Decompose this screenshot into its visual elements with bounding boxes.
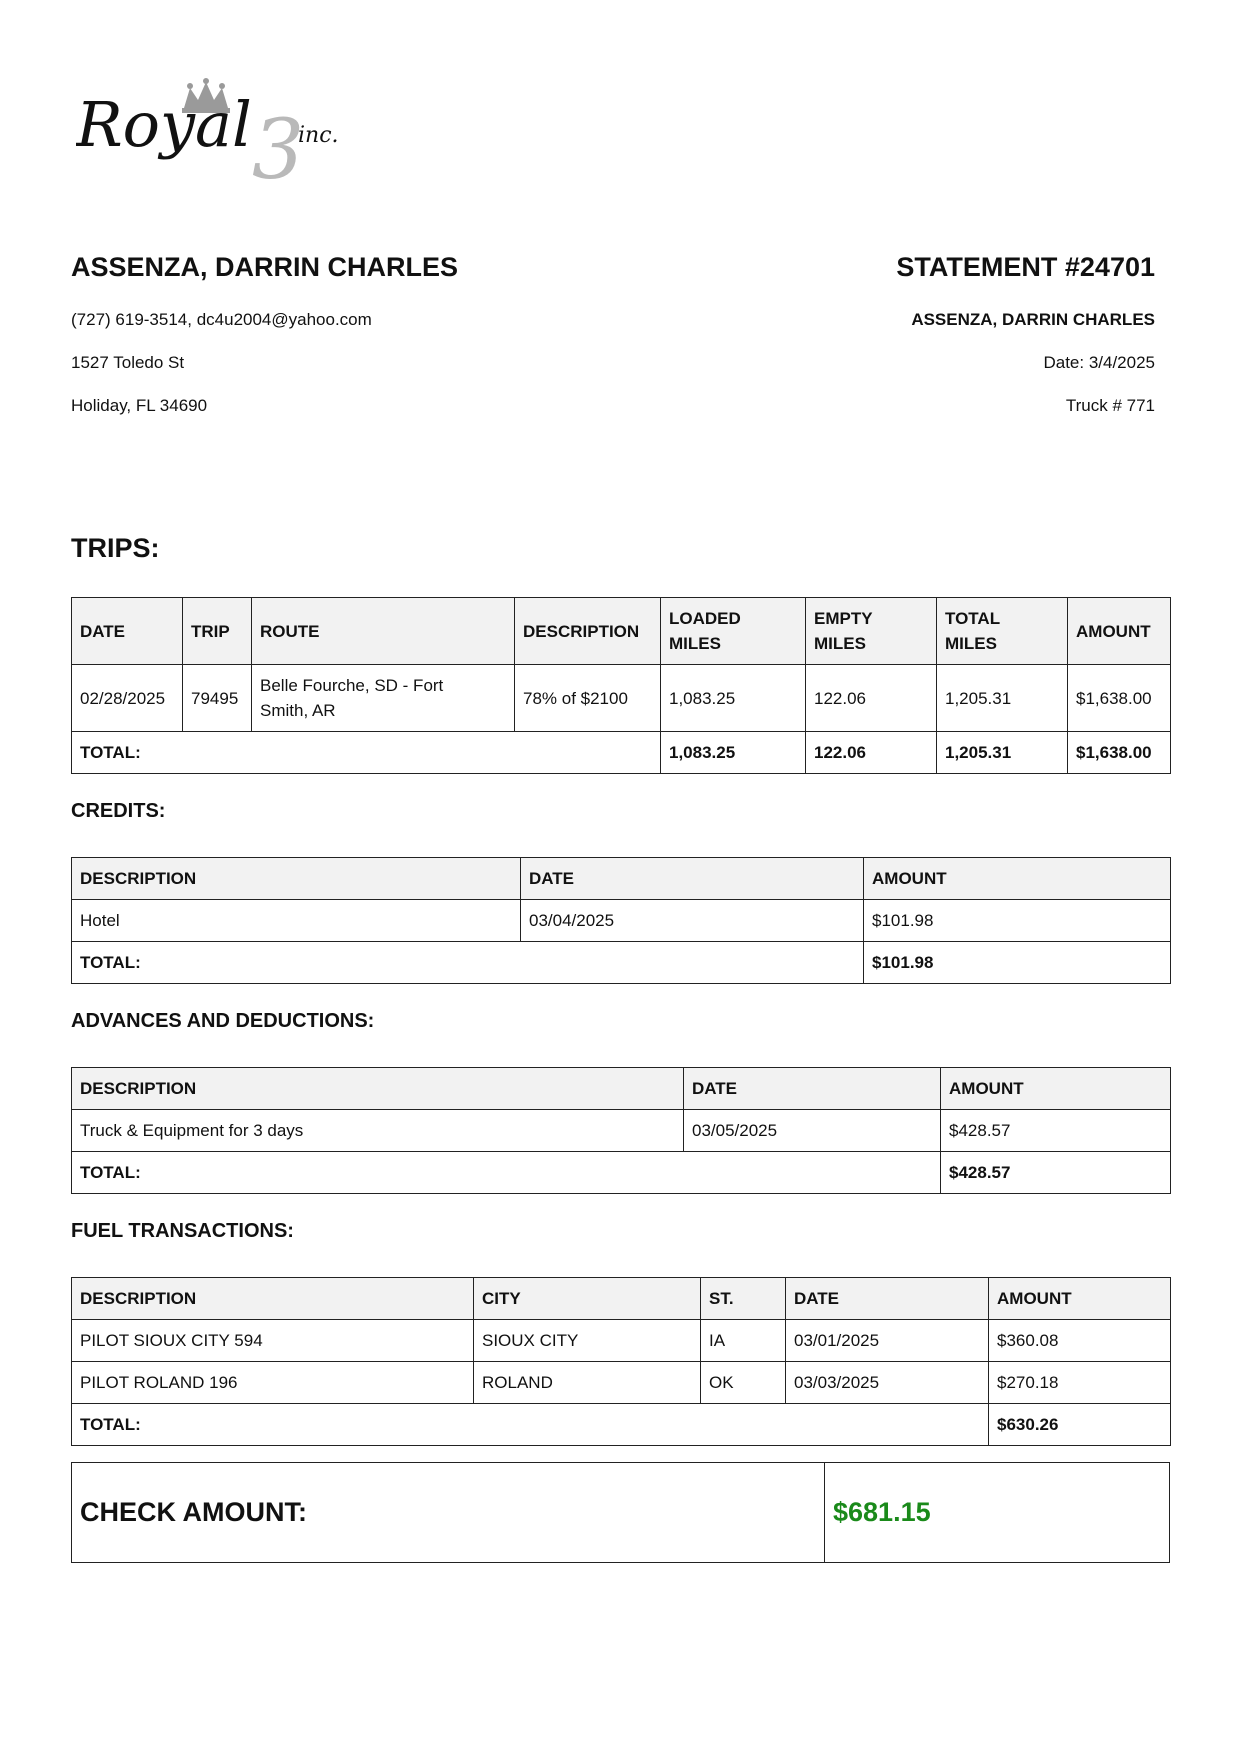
statement-info xyxy=(595,250,1155,415)
col-description: DESCRIPTION xyxy=(72,1278,474,1320)
advances-total-row xyxy=(72,1152,1171,1194)
col-amount: AMOUNT xyxy=(989,1278,1171,1320)
driver-name: ASSENZA, DARRIN CHARLES xyxy=(71,252,459,282)
fuel-city: ROLAND xyxy=(474,1362,701,1404)
trip-description: 78% of $2100 xyxy=(515,665,661,732)
fuel-table xyxy=(71,1277,1171,1446)
col-description: DESCRIPTION xyxy=(515,598,661,665)
col-route: ROUTE xyxy=(252,598,515,665)
total-label: TOTAL: xyxy=(72,1404,989,1446)
driver-info xyxy=(71,250,631,415)
logo-suffix: inc. xyxy=(298,123,339,148)
table-row xyxy=(72,1110,1171,1152)
trip-route: Belle Fourche, SD - Fort Smith, AR xyxy=(252,665,515,732)
col-date: DATE xyxy=(521,858,864,900)
credit-description: Hotel xyxy=(72,900,521,942)
col-date: DATE xyxy=(786,1278,989,1320)
col-amount: AMOUNT xyxy=(941,1068,1171,1110)
driver-contact: (727) 619-3514, dc4u2004@yahoo.com xyxy=(71,310,372,329)
table-row xyxy=(72,900,1171,942)
fuel-description: PILOT ROLAND 196 xyxy=(72,1362,474,1404)
credit-date: 03/04/2025 xyxy=(521,900,864,942)
check-amount-value: $681.15 xyxy=(833,1497,931,1527)
trips-total-row xyxy=(72,732,1171,774)
trips-title: TRIPS: xyxy=(71,533,160,563)
company-logo xyxy=(76,78,396,190)
col-amount: AMOUNT xyxy=(864,858,1171,900)
col-description: DESCRIPTION xyxy=(72,858,521,900)
credits-table xyxy=(71,857,1171,984)
col-empty-miles: EMPTY MILES xyxy=(806,598,937,665)
col-date: DATE xyxy=(72,598,183,665)
logo-brand-text: Royal xyxy=(76,88,252,161)
trips-table xyxy=(71,597,1171,774)
trip-loaded-miles: 1,083.25 xyxy=(661,665,806,732)
driver-address-line1: 1527 Toledo St xyxy=(71,353,185,372)
total-loaded: 1,083.25 xyxy=(661,732,806,774)
total-label: TOTAL: xyxy=(72,1152,941,1194)
col-total-miles: TOTAL MILES xyxy=(937,598,1068,665)
fuel-state: OK xyxy=(701,1362,786,1404)
col-state: ST. xyxy=(701,1278,786,1320)
fuel-amount: $270.18 xyxy=(989,1362,1171,1404)
col-city: CITY xyxy=(474,1278,701,1320)
credit-amount: $101.98 xyxy=(864,900,1171,942)
fuel-header-row xyxy=(72,1278,1171,1320)
total-empty: 122.06 xyxy=(806,732,937,774)
advance-date: 03/05/2025 xyxy=(684,1110,941,1152)
check-amount-box xyxy=(71,1462,1170,1563)
advances-header-row xyxy=(72,1068,1171,1110)
statement-title: STATEMENT #24701 xyxy=(896,252,1155,282)
trip-amount: $1,638.00 xyxy=(1068,665,1171,732)
trip-empty-miles: 122.06 xyxy=(806,665,937,732)
col-description: DESCRIPTION xyxy=(72,1068,684,1110)
advance-description: Truck & Equipment for 3 days xyxy=(72,1110,684,1152)
advance-amount: $428.57 xyxy=(941,1110,1171,1152)
fuel-date: 03/03/2025 xyxy=(786,1362,989,1404)
fuel-date: 03/01/2025 xyxy=(786,1320,989,1362)
fuel-amount: $360.08 xyxy=(989,1320,1171,1362)
fuel-title: FUEL TRANSACTIONS: xyxy=(71,1220,294,1242)
statement-name: ASSENZA, DARRIN CHARLES xyxy=(911,310,1155,329)
advances-title: ADVANCES AND DEDUCTIONS: xyxy=(71,1010,375,1032)
check-amount-label: CHECK AMOUNT: xyxy=(72,1463,825,1562)
trip-date: 02/28/2025 xyxy=(72,665,183,732)
statement-date: Date: 3/4/2025 xyxy=(1043,353,1155,372)
total-amount: $630.26 xyxy=(989,1404,1171,1446)
col-trip: TRIP xyxy=(183,598,252,665)
table-row xyxy=(72,1320,1171,1362)
trips-header-row xyxy=(72,598,1171,665)
fuel-state: IA xyxy=(701,1320,786,1362)
table-row xyxy=(72,665,1171,732)
advances-table xyxy=(71,1067,1171,1194)
total-label: TOTAL: xyxy=(72,942,864,984)
credits-header-row xyxy=(72,858,1171,900)
driver-address-line2: Holiday, FL 34690 xyxy=(71,396,208,415)
fuel-city: SIOUX CITY xyxy=(474,1320,701,1362)
trip-number: 79495 xyxy=(183,665,252,732)
total-amount: $1,638.00 xyxy=(1068,732,1171,774)
credits-title: CREDITS: xyxy=(71,800,166,822)
fuel-description: PILOT SIOUX CITY 594 xyxy=(72,1320,474,1362)
statement-truck: Truck # 771 xyxy=(1065,396,1155,415)
col-date: DATE xyxy=(684,1068,941,1110)
total-miles: 1,205.31 xyxy=(937,732,1068,774)
col-amount: AMOUNT xyxy=(1068,598,1171,665)
total-amount: $101.98 xyxy=(864,942,1171,984)
total-amount: $428.57 xyxy=(941,1152,1171,1194)
total-label: TOTAL: xyxy=(72,732,661,774)
credits-total-row xyxy=(72,942,1171,984)
logo-graphic xyxy=(76,78,396,190)
fuel-total-row xyxy=(72,1404,1171,1446)
col-loaded-miles: LOADED MILES xyxy=(661,598,806,665)
trip-total-miles: 1,205.31 xyxy=(937,665,1068,732)
table-row xyxy=(72,1362,1171,1404)
logo-numeral: 3 xyxy=(252,103,305,190)
